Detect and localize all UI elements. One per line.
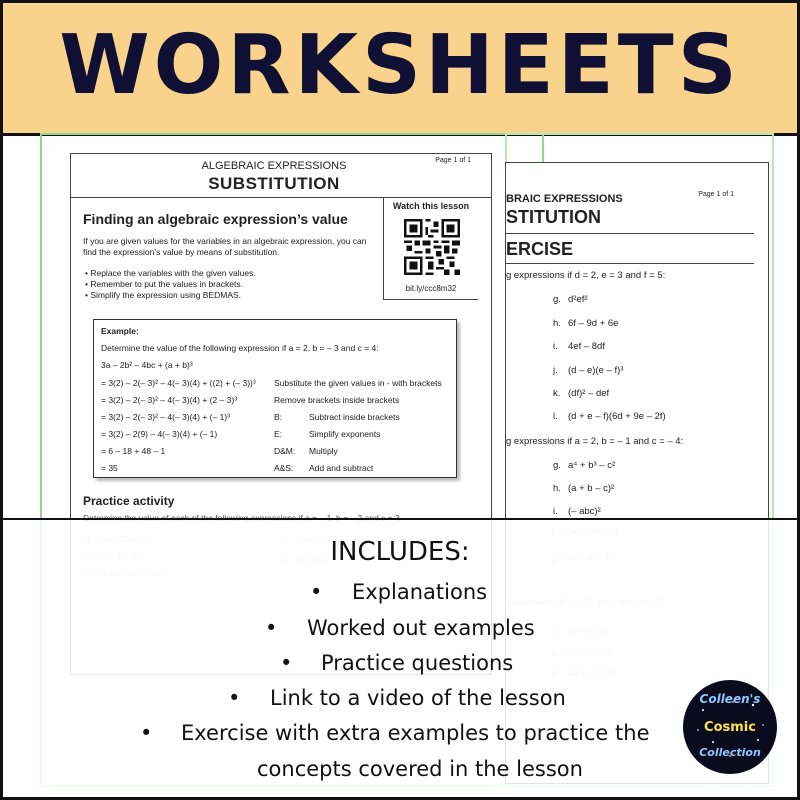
example-step-tag: A&S: [274, 463, 294, 473]
header-top: BRAIC EXPRESSIONS [506, 193, 623, 205]
page-number: Page 1 of 1 [698, 191, 734, 198]
intro-text: If you are given values for the variables in an algebraic expression, you can [83, 236, 367, 246]
video-link[interactable]: bit.ly/ccc8m32 [405, 284, 457, 293]
logo-text: Collection [699, 746, 761, 759]
example-step: = 3(2) – 2(– 3)² – 4(– 3)(4) + (– 1)³ [101, 412, 230, 422]
bullet-dot: • [310, 580, 323, 604]
item-letter: i. [553, 341, 558, 352]
exercise-prompt: g expressions if a = 2, b = – 1 and c = – 4: [506, 436, 684, 447]
includes-item: Practice questions [321, 651, 514, 675]
banner-title: WORKSHEETS [59, 18, 741, 113]
exercise-prompt: g expressions if d = 2, e = 3 and f = 5: [506, 270, 666, 281]
example-step-note: Multiply [309, 446, 338, 456]
header-main: STITUTION [506, 207, 601, 227]
page-number: Page 1 of 1 [435, 157, 471, 164]
includes-item: Exercise with extra examples to practice the [181, 721, 650, 745]
exercise-title: ERCISE [506, 239, 574, 259]
includes-item: concepts covered in the lesson [257, 757, 583, 781]
bullet-dot: • [280, 651, 293, 675]
example-expression: 3a – 2b² – 4bc + (a + b)³ [101, 360, 193, 370]
includes-item: Worked out examples [307, 616, 535, 640]
bullet-item: • Simplify the expression using BEDMAS. [85, 290, 242, 300]
item-letter: l. [553, 411, 558, 422]
example-step-note: Add and subtract [309, 463, 374, 473]
item-expression: d²ef² [568, 294, 588, 305]
includes-item: Explanations [352, 580, 488, 604]
item-expression: (– abc)² [568, 506, 601, 517]
bullet-text: Simplify the expression using BEDMAS. [90, 290, 242, 300]
example-step-tag: E: [274, 429, 283, 439]
example-step-note: Subtract inside brackets [309, 412, 400, 422]
item-letter: g. [553, 294, 561, 305]
qr-title: Watch this lesson [392, 201, 470, 211]
example-step-tag: B: [274, 412, 283, 422]
example-title: Example: [101, 326, 139, 336]
item-expression: (df)² – def [568, 388, 610, 399]
item-letter: j. [553, 365, 558, 376]
example-step: = 3(2) – 2(9) – 4(– 3)(4) + (– 1) [101, 429, 218, 439]
example-step: = 3(2) – 2(– 3)² – 4(– 3)(4) + ((2) + (– 3))³ [101, 378, 256, 388]
bullet-dot: • [140, 721, 153, 745]
practice-title: Practice activity [83, 494, 175, 508]
bullet-text: Replace the variables with the given values. [90, 268, 256, 278]
example-prompt: Determine the value of the following expression if a = 2, b = – 3 and c = 4: [101, 343, 379, 353]
item-letter: h. [553, 318, 561, 329]
section-title: Finding an algebraic expression’s value [83, 211, 348, 227]
item-expression: (d – e)(e – f)³ [568, 365, 624, 376]
header-top: ALGEBRAIC EXPRESSIONS [201, 160, 347, 172]
logo-text: Cosmic [704, 720, 756, 735]
item-expression: 6f – 9d + 6e [568, 318, 619, 329]
item-letter: i. [553, 506, 558, 517]
item-expression: (d + e – f)(6d + 9e – 2f) [568, 411, 666, 422]
example-step: = 6 – 18 + 48 – 1 [101, 446, 166, 456]
bullet-dot: • [265, 616, 278, 640]
item-expression: a⁴ + b³ – c² [568, 460, 616, 471]
includes-item: Link to a video of the lesson [270, 686, 566, 710]
header-main: SUBSTITUTION [208, 174, 340, 193]
bullet-dot: • [228, 686, 241, 710]
item-letter: k. [553, 388, 561, 399]
logo-text: Colleen's [699, 692, 761, 706]
bullet-item: • Remember to put the values in brackets. [85, 279, 243, 289]
item-letter: g. [553, 460, 561, 471]
item-expression: (a + b – c)² [568, 483, 615, 494]
item-expression: 4ef – 8df [568, 341, 605, 352]
example-step-note: Remove brackets inside brackets [274, 395, 400, 405]
item-letter: h. [553, 483, 561, 494]
example-step: = 3(2) – 2(– 3)² – 4(– 3)(4) + (2 – 3)³ [101, 395, 238, 405]
intro-text: find the expression’s value by means of substitution. [83, 247, 280, 257]
example-step-note: Simplify exponents [309, 429, 381, 439]
bullet-text: Remember to put the values in brackets. [90, 279, 243, 289]
example-step-note: Substitute the given values in - with brackets [274, 378, 442, 388]
example-step: = 35 [101, 463, 118, 473]
bullet-item: • Replace the variables with the given values. [85, 268, 256, 278]
example-step-tag: D&M: [274, 446, 296, 456]
includes-heading: INCLUDES: [330, 537, 470, 567]
